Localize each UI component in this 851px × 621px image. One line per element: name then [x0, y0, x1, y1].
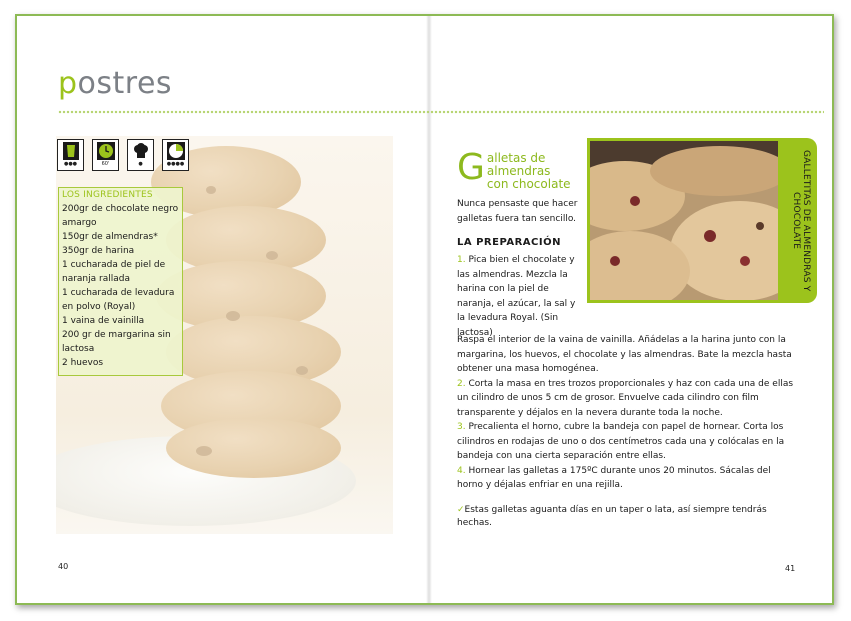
chocolate-chip	[296, 366, 308, 375]
step-text: Hornear las galletas a 175ºC durante unos 20 minutos. Sácalas del horno y déjalas enfriar en una rejilla.	[457, 465, 771, 490]
page-number-left: 40	[58, 562, 69, 571]
recipe-title-dropcap: G	[457, 147, 485, 188]
glass-icon-graphic	[63, 142, 79, 160]
ingredients-title: LOS INGREDIENTES	[62, 190, 153, 200]
clock-icon	[92, 139, 119, 171]
preparation-heading: LA PREPARACIÓN	[457, 237, 561, 248]
step-2	[457, 377, 797, 421]
section-title-rest: ostres	[77, 66, 173, 101]
ingredients-list	[62, 202, 179, 370]
dotted-divider	[58, 110, 824, 114]
pie-chart-icon-graphic	[167, 142, 185, 160]
ingredient-item: 150gr de almendras*	[62, 232, 158, 242]
glass-icon-caption: ●●●	[63, 161, 78, 167]
section-title-initial: p	[58, 66, 78, 101]
step-1-continued	[457, 333, 797, 377]
chef-hat-icon-caption: ●	[138, 161, 143, 167]
glass-icon	[57, 139, 84, 171]
page-number-right: 41	[785, 564, 796, 573]
clock-icon-caption: 60'	[101, 161, 110, 167]
ingredient-item: 2 huevos	[62, 358, 104, 368]
side-tab-label: GALLETITAS DE ALMENDRAS Y CHOCOLATE	[791, 149, 811, 292]
recipe-side-tab	[781, 138, 817, 303]
ingredient-item: 200 gr de margarina sin lactosa	[62, 330, 171, 354]
step-text: Pica bien el chocolate y las almendras. Mezcla la harina con la piel de naranja, el azúcar, la sal y la levadura Royal. (Sin lactosa)	[457, 255, 576, 338]
cookbook-spread	[15, 14, 834, 605]
step-text: Precalienta el horno, cubre la bandeja con papel de hornear. Corta los cilindros en rodajas de uno o dos centímetros cada una y colócalas en la bandeja con una cierta separación entre ellas.	[457, 422, 785, 461]
step-1	[457, 253, 583, 340]
chef-hat-icon	[127, 139, 154, 171]
book-spine	[426, 16, 432, 603]
step-text: Raspa el interior de la vaina de vainilla. Añádelas a la harina junto con la margarina, los huevos, el chocolate y las almendras. Bate la mezcla hasta obtener una masa homogénea.	[457, 335, 792, 374]
ingredient-item: 1 cucharada de levadura en polvo (Royal)	[62, 288, 175, 312]
section-title	[58, 66, 172, 101]
ingredients-box	[58, 187, 183, 376]
recipe-title-line2: almendras	[486, 164, 551, 178]
ingredient-item: 350gr de harina	[62, 246, 135, 256]
step-number: 4.	[457, 465, 466, 476]
step-3	[457, 420, 797, 464]
step-4	[457, 464, 797, 493]
recipe-tip	[457, 504, 797, 530]
recipe-info-icons	[57, 139, 189, 171]
recipe-intro: Nunca pensaste que hacer galletas fuera tan sencillo.	[457, 199, 578, 224]
chocolate-chip	[266, 251, 278, 260]
step-number: 2.	[457, 378, 466, 389]
ingredient-item: 200gr de chocolate negro amargo	[62, 204, 179, 228]
chocolate-chip	[196, 446, 212, 456]
pie-chart-icon-caption: ●●●●	[166, 161, 185, 167]
ingredient-item: 1 cucharada de piel de naranja rallada	[62, 260, 166, 284]
chef-hat-icon-graphic	[132, 142, 150, 160]
recipe-title-line3: con chocolate	[486, 177, 571, 191]
recipe-title	[457, 147, 597, 191]
tip-text: Estas galletas aguanta días en un taper o lata, así siempre tendrás hechas.	[457, 505, 767, 528]
step-number: 3.	[457, 422, 466, 432]
check-icon: ✓	[457, 505, 465, 515]
chocolate-chip	[226, 311, 240, 321]
recipe-title-line1: alletas de	[486, 151, 546, 165]
ingredient-item: 1 vaina de vainilla	[62, 316, 145, 326]
step-number: 1.	[457, 255, 466, 265]
steps-continued	[457, 333, 797, 493]
pie-chart-icon	[162, 139, 189, 171]
chocolate-chip	[206, 186, 216, 194]
step-text: Corta la masa en tres trozos proporcionales y haz con cada una de ellas un cilindro de unos 5 cm de grosor. Envuelve cada cilindro con film transparente y déjalos en la nevera durante toda la noche.	[457, 378, 794, 418]
cookie-shape	[166, 418, 341, 478]
cookies-tray-graphic	[590, 141, 778, 300]
cookies-tray-photo	[587, 138, 781, 303]
clock-icon-graphic	[97, 142, 115, 160]
